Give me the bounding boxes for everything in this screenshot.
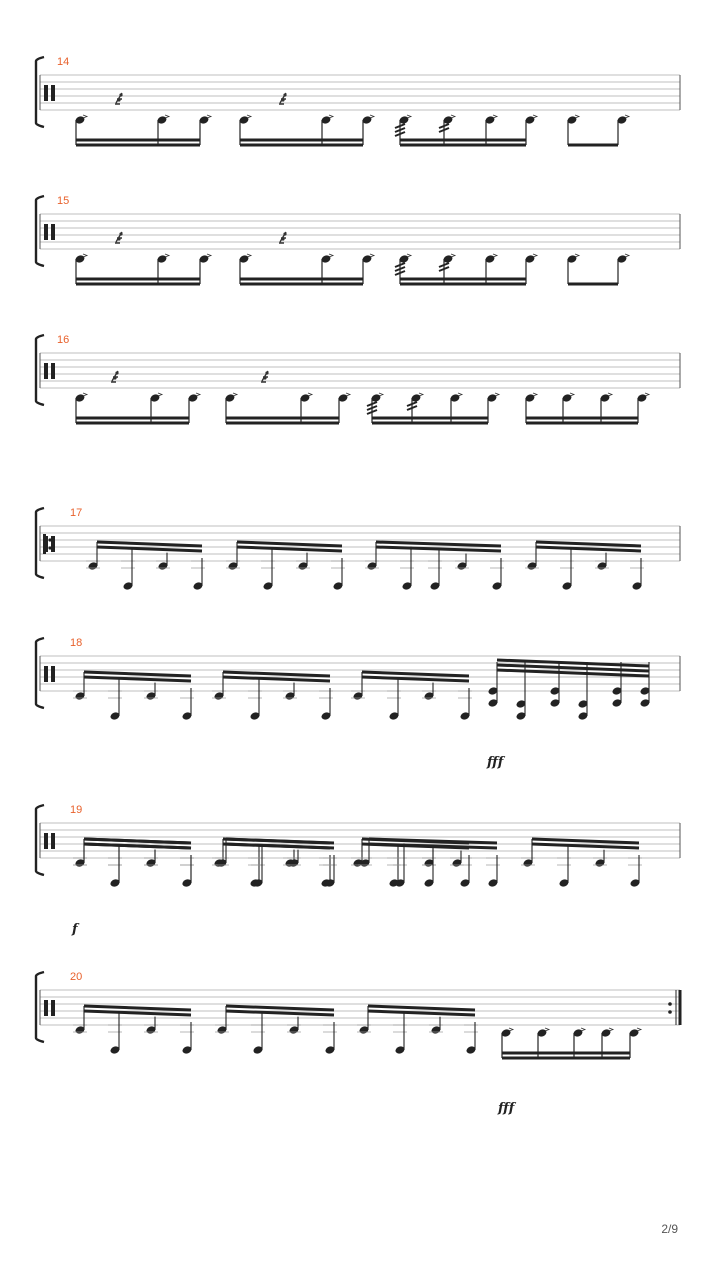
rest-dot [119,93,122,96]
measure-number: 20 [70,971,83,983]
beam [97,542,202,546]
beam [237,542,342,546]
beam [376,542,501,546]
measure-number: 15 [57,195,70,207]
system [36,507,680,591]
accent-mark [637,1028,641,1031]
rest-dot [281,98,284,101]
measure-number: 17 [70,507,83,519]
repeat-dot [668,1010,672,1014]
accent-mark [608,393,612,396]
accent-mark [570,393,574,396]
repeat-dot [48,538,51,541]
accent-mark [379,393,383,396]
accent-mark [581,1028,585,1031]
system [36,56,680,145]
accent-mark [575,254,579,257]
percussion-clef [51,363,55,379]
percussion-clef [44,1000,48,1016]
beam [226,1011,334,1015]
accent-mark [233,393,237,396]
accent-mark [207,115,211,118]
rest-dot [119,232,122,235]
system [36,971,680,1116]
accent-mark [625,254,629,257]
accent-mark [533,254,537,257]
beam [84,839,191,843]
accent-mark [407,254,411,257]
beam [84,844,191,848]
beam [84,677,191,681]
beam [368,1006,475,1010]
accent-mark [83,254,87,257]
beam [84,1006,191,1010]
repeat-dot [48,546,51,549]
beam [84,1011,191,1015]
beam [532,844,639,848]
accent-mark [308,393,312,396]
beam [223,677,330,681]
beam [97,547,202,551]
repeat-dot [668,1002,672,1006]
measure-number: 14 [57,56,70,68]
accent-mark [83,393,87,396]
accent-mark [645,393,649,396]
accent-mark [533,115,537,118]
percussion-clef [44,666,48,682]
accent-mark [329,254,333,257]
rest-dot [283,232,286,235]
beam [368,1011,475,1015]
measure-number: 19 [70,804,83,816]
measure-number: 16 [57,334,70,346]
accent-mark [495,393,499,396]
percussion-clef [51,224,55,240]
system [36,334,680,423]
accent-mark [609,1028,613,1031]
accent-mark [196,393,200,396]
rest-dot [113,376,116,379]
beam [223,672,330,676]
rest-dot [281,237,284,240]
rest-dot [265,371,268,374]
accent-mark [83,115,87,118]
accent-mark [165,115,169,118]
beam [536,547,641,551]
accent-mark [419,393,423,396]
percussion-clef [51,536,55,552]
accent-mark [451,254,455,257]
repeat-start-bar [43,534,46,554]
percussion-clef [44,833,48,849]
accent-mark [329,115,333,118]
accent-mark [407,115,411,118]
percussion-clef [51,833,55,849]
percussion-clef [44,85,48,101]
accent-mark [509,1028,513,1031]
dynamic-marking: fff [487,755,504,770]
dynamic-marking: fff [498,1101,515,1116]
beam [362,672,469,676]
percussion-clef [51,1000,55,1016]
beam [532,839,639,843]
accent-mark [370,254,374,257]
beam [226,839,334,843]
page-number: 2/9 [661,1222,678,1236]
beam [536,542,641,546]
percussion-clef [51,666,55,682]
accent-mark [533,393,537,396]
measure-number: 18 [70,637,83,649]
system [36,804,680,937]
beam [369,844,497,848]
accent-mark [493,115,497,118]
accent-mark [370,115,374,118]
accent-mark [247,115,251,118]
accent-mark [165,254,169,257]
beam [226,844,334,848]
accent-mark [625,115,629,118]
percussion-clef [51,85,55,101]
beam [226,1006,334,1010]
beam [362,677,469,681]
beam [84,672,191,676]
accent-mark [458,393,462,396]
rest-dot [263,376,266,379]
accent-mark [158,393,162,396]
system [36,195,680,284]
accent-mark [545,1028,549,1031]
rest-dot [117,98,120,101]
system [36,637,680,770]
rest-dot [115,371,118,374]
rest-dot [283,93,286,96]
accent-mark [207,254,211,257]
accent-mark [493,254,497,257]
accent-mark [346,393,350,396]
percussion-clef [44,363,48,379]
accent-mark [247,254,251,257]
beam [369,839,497,843]
dynamic-marking: f [72,922,78,937]
accent-mark [575,115,579,118]
beam [237,547,342,551]
accent-mark [451,115,455,118]
rest-dot [117,237,120,240]
beam [376,547,501,551]
percussion-clef [44,224,48,240]
